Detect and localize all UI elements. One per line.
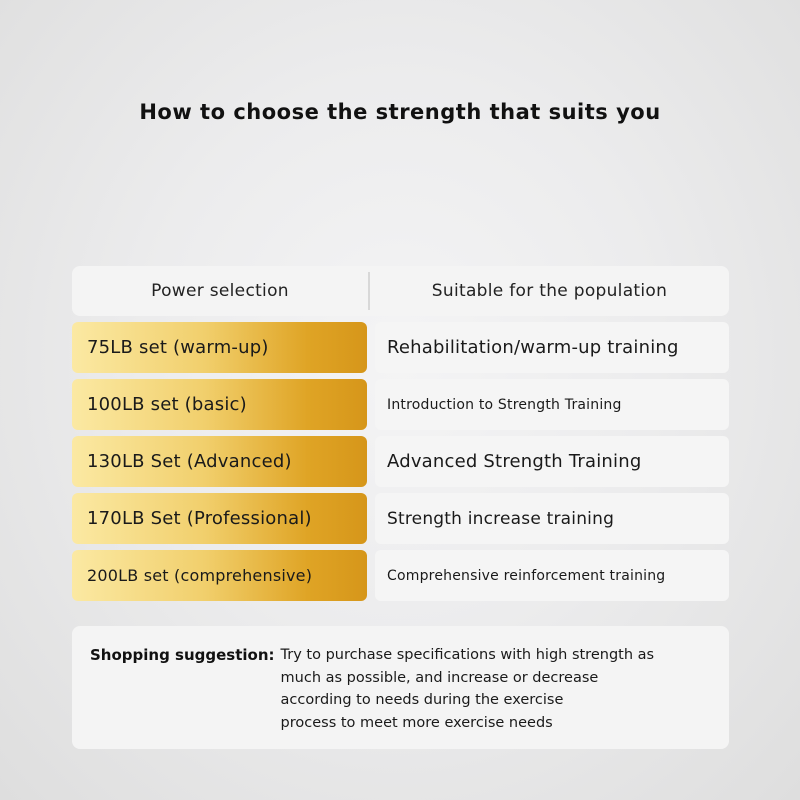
page-title: How to choose the strength that suits you: [139, 100, 661, 124]
table-header: [72, 266, 729, 316]
suggestion-line: much as possible, and increase or decrease: [280, 669, 599, 686]
suggestion-line: Try to purchase specifications with high strength as: [280, 647, 655, 663]
table-row: [72, 550, 729, 601]
suggestion-text: [281, 644, 655, 749]
table-row: [72, 493, 729, 544]
population-cell: Comprehensive reinforcement training: [375, 550, 729, 601]
shopping-suggestion-box: [72, 626, 729, 749]
power-cell: 75LB set (warm-up): [72, 322, 367, 373]
population-cell: Introduction to Strength Training: [375, 379, 729, 430]
suggestion-label: Shopping suggestion:: [90, 646, 275, 664]
population-cell: Rehabilitation/warm-up training: [375, 322, 729, 373]
power-cell: 100LB set (basic): [72, 379, 367, 430]
suggestion-line: process to meet more exercise needs: [280, 714, 553, 731]
power-cell: 170LB Set (Professional): [72, 493, 367, 544]
power-cell: 200LB set (comprehensive): [72, 550, 367, 601]
population-cell: Strength increase training: [375, 493, 729, 544]
table-row: [72, 322, 729, 373]
table-row: [72, 379, 729, 430]
strength-table: [72, 266, 729, 607]
table-row: [72, 436, 729, 487]
power-cell: 130LB Set (Advanced): [72, 436, 367, 487]
header-suitable-population: Suitable for the population: [431, 281, 668, 301]
suggestion-line: according to needs during the exercise: [280, 692, 564, 708]
header-power-selection: Power selection: [151, 281, 289, 301]
population-cell: Advanced Strength Training: [375, 436, 729, 487]
